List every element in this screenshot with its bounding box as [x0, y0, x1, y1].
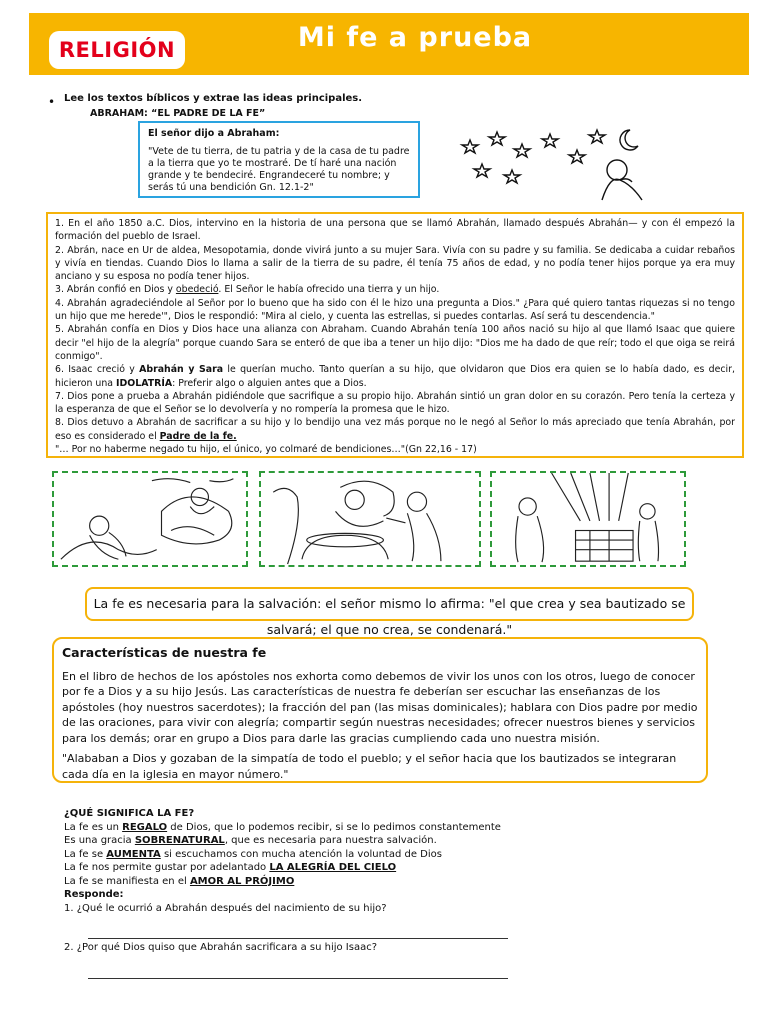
meaning-text: La fe es un: [64, 821, 123, 833]
story-paragraph: [55, 416, 735, 443]
sacrifice-illustration: [259, 471, 481, 567]
bullet-marker: •: [48, 95, 56, 109]
stars-illustration: [452, 122, 652, 200]
sobrenatural-term: SOBRENATURAL: [134, 835, 225, 846]
meaning-text: , que es necesaria para nuestra salvación.: [224, 835, 437, 846]
idolatria-term: IDOLATRÍA: [116, 377, 173, 389]
altar-blessing-illustration: [490, 471, 686, 567]
story-paragraph: 7. Dios pone a prueba a Abrahán pidiéndole que sacrifique a su propio hijo. Abrahán sintió un gran dolor en su corazón. Pero tenía la certeza y la esperanza de que el Señor se lo devolvería y no rompería la promesa que le hizo.: [55, 390, 735, 416]
meaning-text: La fe se manifiesta en el: [64, 875, 190, 887]
question-2: 2. ¿Por qué Dios quiso que Abrahán sacrificara a su hijo Isaac?: [64, 942, 378, 953]
regalo-term: REGALO: [122, 821, 168, 833]
meaning-text: La fe se: [64, 848, 107, 860]
meaning-text: si escuchamos con mucha atención la voluntad de Dios: [160, 848, 442, 860]
section-subheading: ABRAHAM: “EL PADRE DE LA FE”: [90, 108, 266, 119]
abraham-praying-illustration: [52, 471, 248, 567]
story-paragraph: 5. Abrahán confía en Dios y Dios hace una alianza con Abraham. Cuando Abrahán tenía 100 años nació su hijo al que llamó Isaac que quiere decir "el hijo de la alegría" porque cuando Sara se enteró de que iba a tener un hijo dijo: "Dios me ha dado de que reír; todo el que oiga se reirá conmigo".: [55, 324, 735, 362]
faith-meaning-line: [64, 834, 501, 848]
answer-line-2[interactable]: [88, 978, 508, 979]
faith-meaning-line: [64, 875, 501, 889]
quote-box: [138, 121, 420, 198]
faith-meaning-line: [64, 848, 501, 862]
abrahan-sara-term: Abrahán y Sara: [139, 364, 224, 376]
answer-line-1[interactable]: [88, 938, 508, 939]
story-text: le querían mucho. Tanto querían a su hijo, que olvidaron que Dios era quien se lo había dado, es decir, hicieron una: [55, 364, 735, 389]
characteristics-box: [52, 637, 708, 783]
story-text: : Preferir algo o alguien antes que a Dios.: [172, 377, 367, 389]
sacrifice-drawing: [261, 473, 479, 565]
subject-badge: RELIGIÓN: [49, 31, 185, 69]
quote-text: "Vete de tu tierra, de tu patria y de la casa de tu padre a la tierra que yo te mostraré. De tí haré una nación grande y te bendeciré. Engrandeceré tu nombre; y serás tú una bendición Gn. 12.1-2": [148, 146, 410, 193]
story-paragraph: 2. Abrán, nace en Ur de aldea, Mesopotamia, donde vivirá junto a su mujer Sara. Vivía con su padre y su familia. Se dedicaba a cuidar rebaños y vivía en tiendas. Cuando Dios lo llama a salir de la tierra de su padre, él tenía 75 años de edad, y no podía tener hijos porque ya era muy anciano y su esposa no podía tener hijos.: [55, 244, 735, 283]
amor-projimo-term: AMOR AL PRÓJIMO: [189, 875, 295, 887]
responde-label: Responde:: [64, 889, 124, 900]
story-paragraph: 1. En el año 1850 a.C. Dios, intervino en la historia de una persona que se llamó Abrahán, llamado después Abrahán— y con él empezó la formación del pueblo de Israel.: [55, 218, 735, 243]
faith-salvation-box: [85, 587, 694, 637]
faith-meaning-line: [64, 821, 501, 835]
characteristics-paragraph: En el libro de hechos de los apóstoles nos exhorta como debemos de vivir los unos con los otros, luego de conocer por fe a Dios y a su hijo Jesús. Las características de nuestra fe deberían ser escuchar las enseñanzas de los apóstoles (hoy nuestros sacerdotes); la fracción del pan (las misas dominicales); hablara con Dios padre por medio de las oraciones, para vivir con alegría; compartir según nuestras necesidades; ofrecer nuestros bienes y servicios para los demás; orar en grupo a Dios para darle las gracias cumpliendo cada uno nuestra misión.: [62, 669, 698, 745]
story-text: . El Señor le había ofrecido una tierra y un hijo.: [218, 284, 440, 296]
praying-drawing: [54, 473, 246, 565]
story-paragraph: 4. Abrahán agradeciéndole al Señor por lo bueno que ha sido con él le hizo una pregunta a Dios." ¿Para qué quiero tantas riquezas si no tengo un hijo que me herede'", Dios le respondió: "Mira al cielo, y cuenta las estrellas, si puedes contarlas. Así será tu descendencia.": [55, 297, 735, 323]
meaning-text: Es una gracia: [64, 835, 135, 846]
page-title: Mi fe a prueba: [297, 22, 533, 53]
characteristics-title: Características de nuestra fe: [62, 645, 267, 660]
meaning-text: La fe nos permite gustar por adelantado: [64, 862, 270, 873]
faith-meaning-title: ¿QUÉ SIGNIFICA LA FE?: [64, 808, 195, 819]
quote-title: El señor dijo a Abraham:: [148, 128, 280, 139]
obedecio-term: obedeció: [175, 284, 219, 296]
story-paragraph: [55, 363, 735, 390]
story-paragraph: [55, 283, 735, 296]
alegria-cielo-term: LA ALEGRÍA DEL CIELO: [269, 862, 397, 873]
padre-fe-term: Padre de la fe.: [159, 430, 237, 442]
story-text: 3. Abrán confió en Dios y: [55, 284, 176, 296]
story-text: 8. Dios detuvo a Abrahán de sacrificar a su hijo y lo bendijo una vez más porque no le negó al Señor lo más apreciado que tenía Abrahán, por eso es considerado el: [55, 417, 735, 442]
story-text: 6. Isaac creció y: [55, 364, 140, 376]
meaning-text: de Dios, que lo podemos recibir, si se lo pedimos constantemente: [167, 821, 501, 833]
altar-drawing: [492, 473, 684, 565]
faith-meaning-section: [64, 807, 501, 915]
instruction-text: Lee los textos bíblicos y extrae las ideas principales.: [64, 93, 363, 104]
faith-salvation-text: La fe es necesaria para la salvación: el señor mismo lo afirma: "el que crea y sea bautizado se salvará; el que no crea, se condenará.": [93, 596, 686, 637]
faith-meaning-line: [64, 861, 501, 875]
question-1: 1. ¿Qué le ocurrió a Abrahán después del nacimiento de su hijo?: [64, 902, 387, 914]
characteristics-quote: "Alababan a Dios y gozaban de la simpatía de todo el pueblo; y el señor hacia que los bautizados se integraran cada día en la iglesia en mayor número.": [62, 752, 677, 781]
abraham-story-box: [46, 212, 744, 458]
story-paragraph: "… Por no haberme negado tu hijo, el único, yo colmaré de bendiciones…"(Gn 22,16 - 17): [55, 444, 477, 456]
aumenta-term: AUMENTA: [106, 848, 161, 860]
